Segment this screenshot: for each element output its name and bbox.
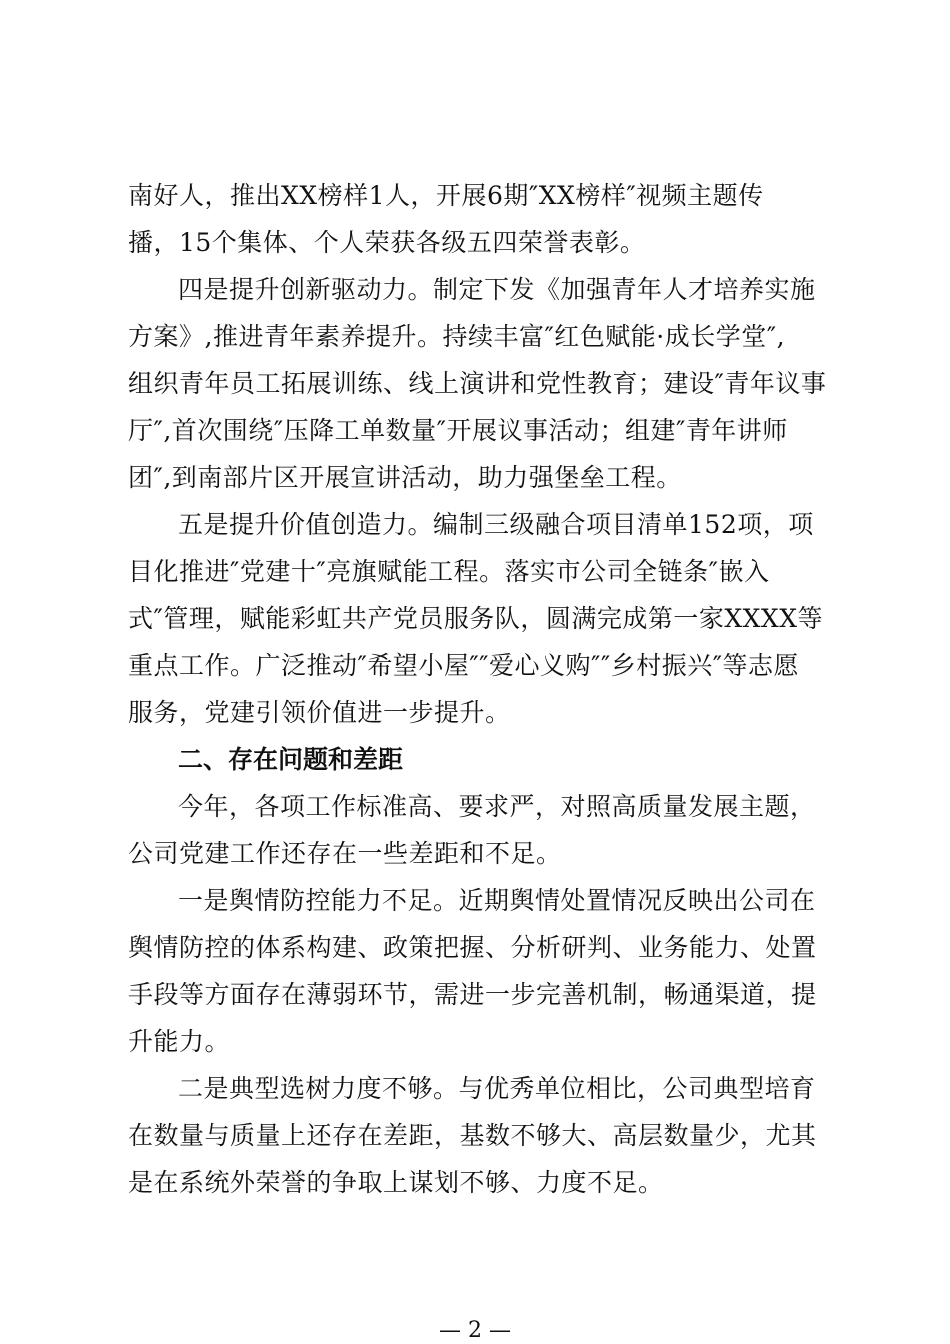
text-line: 公司党建工作还存在一些差距和不足。 [128, 839, 562, 868]
text-line: 组织青年员工拓展训练、线上演讲和党性教育；建设″青年议事 [128, 369, 827, 398]
document-body [128, 172, 828, 1206]
text-line: 厅″,首次围绕″压降工单数量″开展议事活动；组建″青年讲师 [128, 416, 788, 445]
text-line: 南好人，推出XX榜样1人，开展6期″XX榜样″视频主题传 [128, 181, 764, 210]
text-line: 一是舆情防控能力不足。近期舆情处置情况反映出公司在 [178, 886, 816, 915]
text-line: 四是提升创新驱动力。制定下发《加强青年人才培养实施 [178, 275, 816, 304]
text-line: 服务，党建引领价值进一步提升。 [128, 698, 511, 727]
section-heading: 二、存在问题和差距 [178, 745, 404, 774]
page-number: — 2 — [439, 1318, 511, 1343]
text-line: 二是典型选树力度不够。与优秀单位相比，公司典型培育 [178, 1074, 816, 1103]
text-line: 今年，各项工作标准高、要求严，对照高质量发展主题， [178, 792, 816, 821]
text-line: 五是提升价值创造力。编制三级融合项目清单152项，项 [178, 510, 814, 539]
text-line: 在数量与质量上还存在差距，基数不够大、高层数量少，尤其 [128, 1121, 817, 1150]
text-line: 团″,到南部片区开展宣讲活动，助力强堡垒工程。 [128, 463, 682, 492]
text-line: 目化推进″党建十″亮旗赋能工程。落实市公司全链条″嵌入 [128, 557, 770, 586]
text-line: 升能力。 [128, 1027, 231, 1056]
text-line: 舆情防控的体系构建、政策把握、分析研判、业务能力、处置 [128, 933, 817, 962]
text-line: 方案》,推进青年素养提升。持续丰富″红色赋能·成长学堂″, [128, 322, 786, 351]
text-line: 播，15个集体、个人荣获各级五四荣誉表彰。 [128, 228, 646, 257]
text-line: 是在系统外荣誉的争取上谋划不够、力度不足。 [128, 1168, 664, 1197]
text-line: 重点工作。广泛推动″希望小屋″″爱心义购″″乡村振兴″等志愿 [128, 651, 800, 680]
text-line: 式″管理，赋能彩虹共产党员服务队，圆满完成第一家XXXX等 [128, 604, 824, 633]
text-line: 手段等方面存在薄弱环节，需进一步完善机制，畅通渠道，提 [128, 980, 817, 1009]
